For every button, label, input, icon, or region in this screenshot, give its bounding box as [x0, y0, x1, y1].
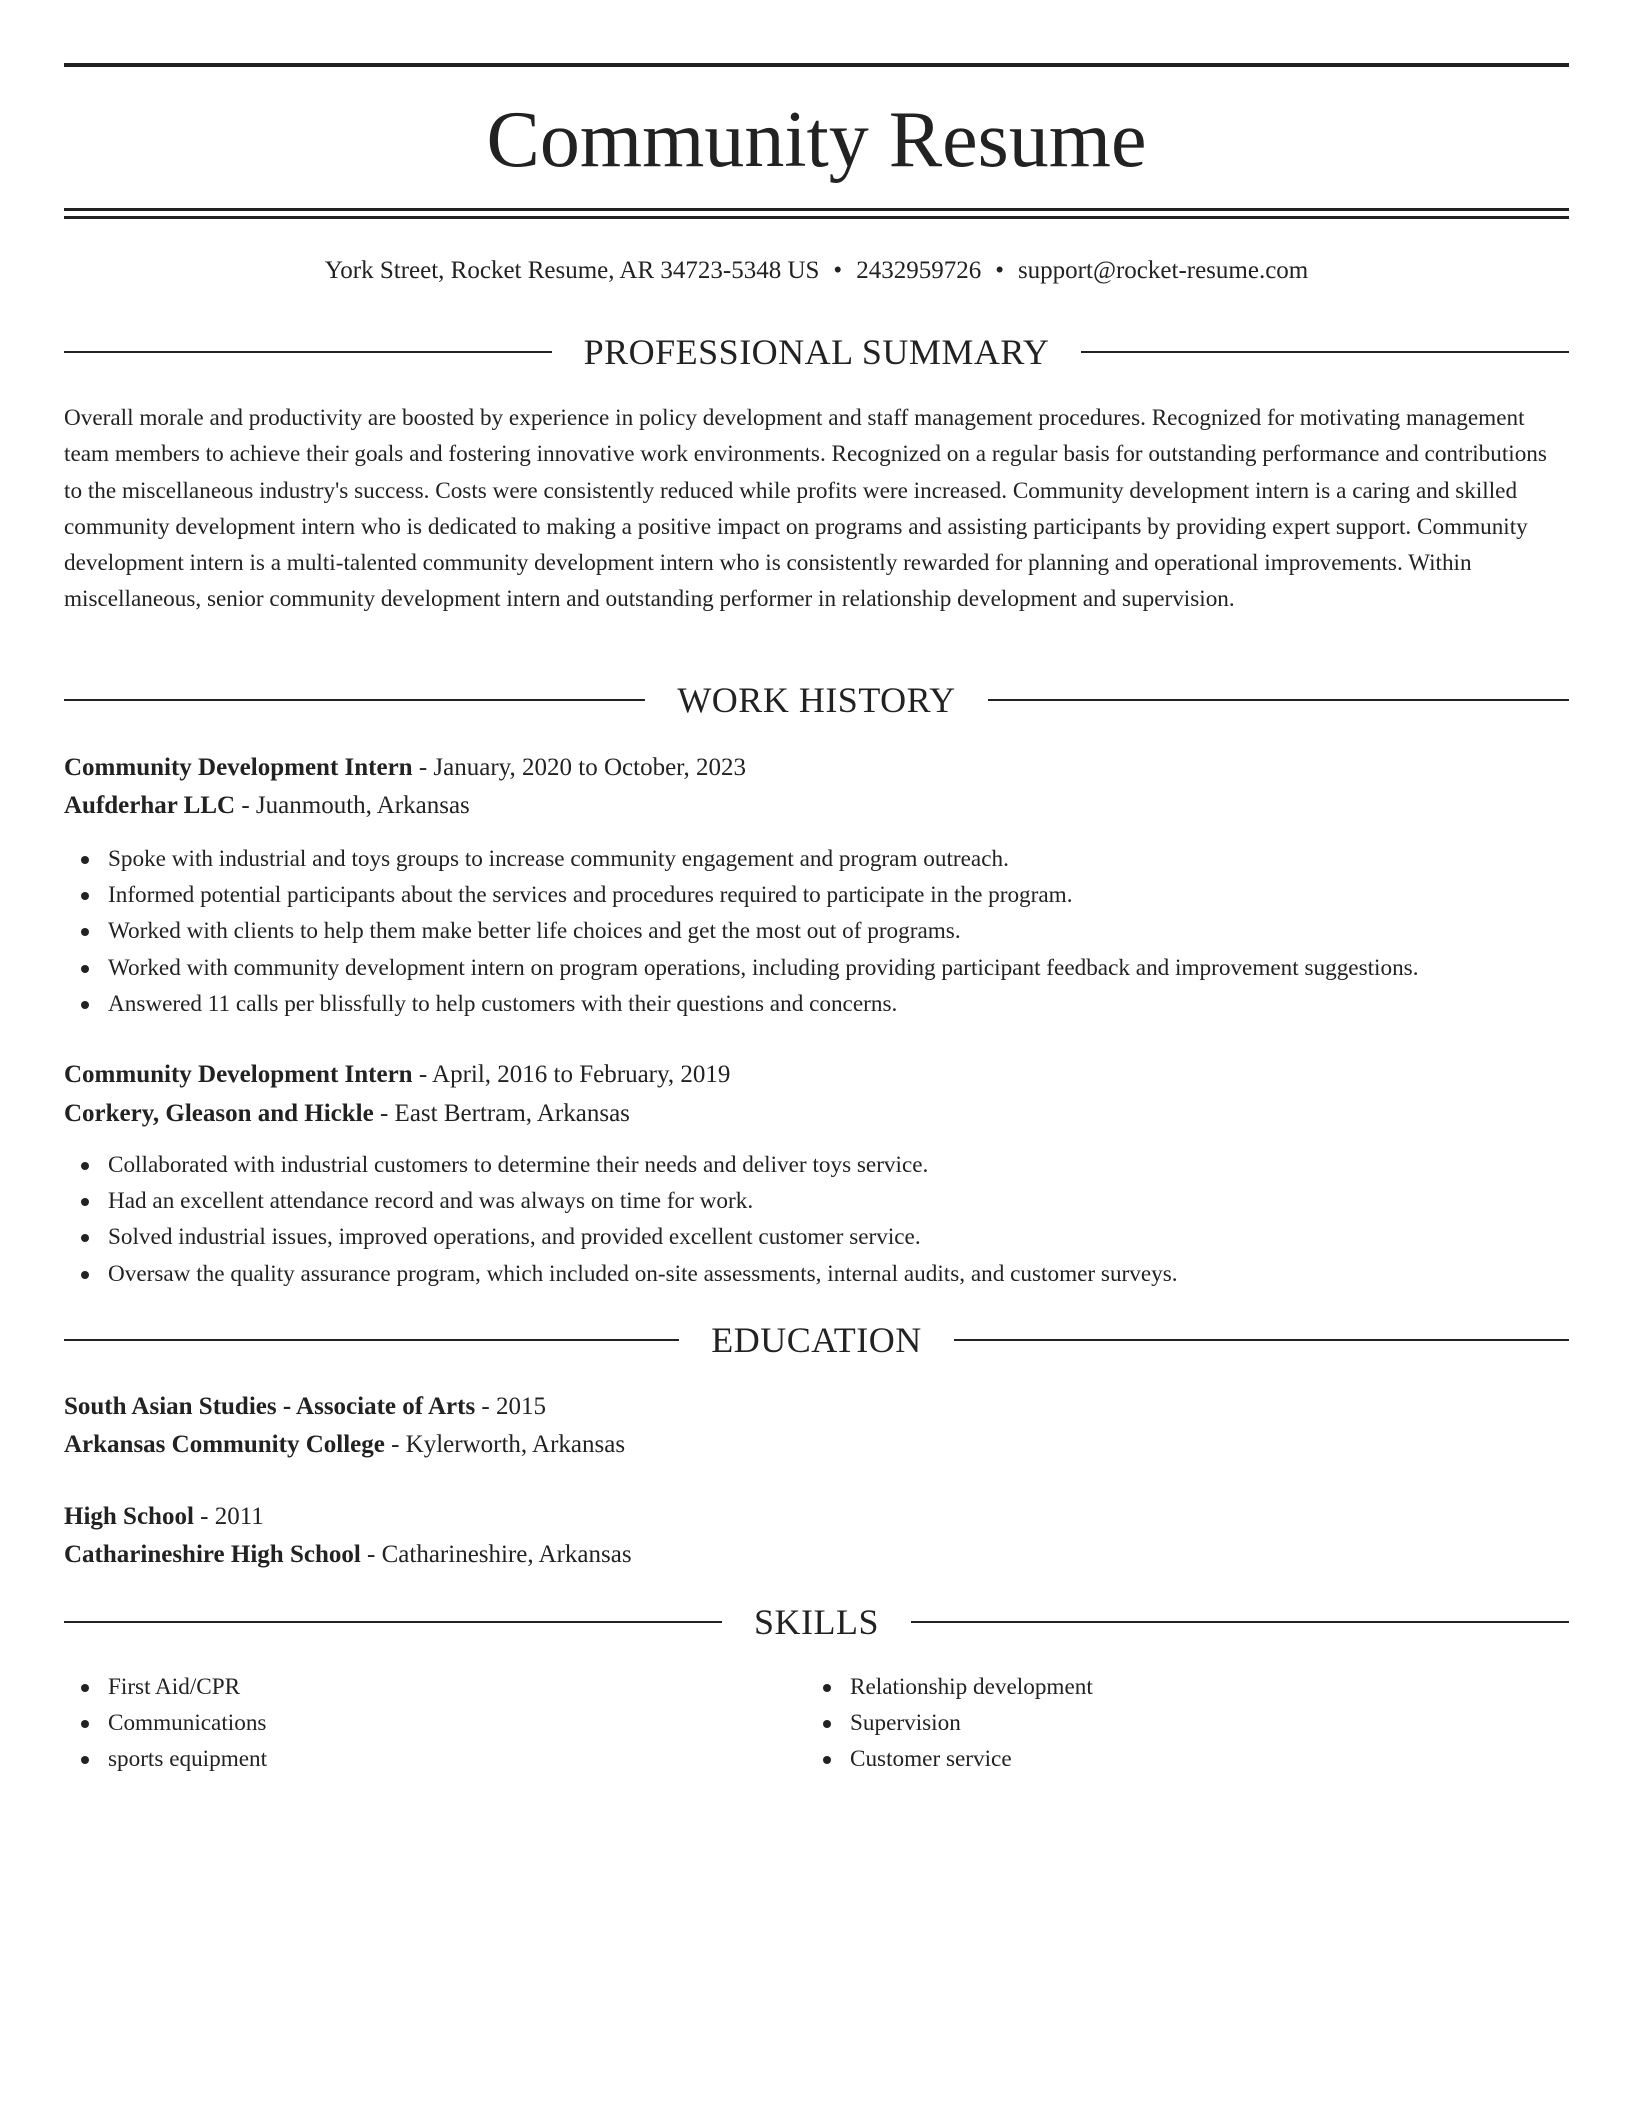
heading-rule-right — [988, 699, 1569, 701]
header-double-rule-upper — [64, 208, 1569, 211]
job-dates: - April, 2016 to February, 2019 — [412, 1061, 731, 1088]
skills-list-left — [64, 1669, 267, 1778]
job-bullet-list — [64, 1147, 1178, 1292]
resume-name: Community Resume — [486, 96, 1147, 184]
list-item: Informed potential participants about the services and procedures required to participate in the program. — [64, 877, 1419, 913]
job-company: Aufderhar LLC — [64, 792, 236, 819]
education-school: Arkansas Community College — [64, 1431, 385, 1458]
list-item: Had an excellent attendance record and was always on time for work. — [64, 1183, 1178, 1219]
skills-heading-title: SKILLS — [754, 1602, 880, 1642]
skills-list-right — [806, 1669, 1093, 1778]
job-title-line — [64, 1057, 1569, 1093]
education-degree: High School — [64, 1503, 194, 1530]
heading-rule-right — [911, 1621, 1569, 1623]
summary-heading-title: PROFESSIONAL SUMMARY — [583, 332, 1050, 372]
education-location: - Kylerworth, Arkansas — [384, 1431, 626, 1458]
header-double-rule-lower — [64, 216, 1569, 219]
heading-rule-left — [64, 699, 645, 701]
job-company-line — [64, 1096, 1569, 1132]
job-location: - East Bertram, Arkansas — [373, 1100, 630, 1127]
education-school: Catharineshire High School — [64, 1541, 361, 1568]
skill-item: sports equipment — [64, 1741, 267, 1777]
list-item: Answered 11 calls per blissfully to help customers with their questions and concerns. — [64, 986, 1419, 1022]
list-item: Worked with community development intern on program operations, including providing participant feedback and improvement suggestions. — [64, 950, 1419, 986]
skill-item: Customer service — [806, 1741, 1093, 1777]
work-history-heading-title: WORK HISTORY — [677, 680, 956, 720]
job-title: Community Development Intern — [64, 754, 413, 781]
heading-rule-left — [64, 1339, 679, 1341]
summary-text: Overall morale and productivity are boosted by experience in policy development and staff management procedures. Recognized for motivating management team members to achieve their goals and fostering innovative work environments. Recognized on a regular basis for outstanding performance and contributions to the miscellaneous industry's success. Costs were consistently reduced while profits were increased. Community development intern is a caring and skilled community development intern who is dedicated to making a positive impact on programs and assisting participants by providing expert support. Community development intern is a multi-talented community development intern who is consistently rewarded for planning and operational improvements. Within miscellaneous, senior community development intern and outstanding performer in relationship development and supervision. — [64, 405, 1547, 613]
list-item: Spoke with industrial and toys groups to increase community engagement and program outreach. — [64, 841, 1419, 877]
top-rule — [64, 63, 1569, 67]
heading-rule-left — [64, 1621, 722, 1623]
work-history-heading — [64, 678, 1569, 722]
contact-email: support@rocket-resume.com — [1017, 257, 1309, 284]
education-location: - Catharineshire, Arkansas — [360, 1541, 632, 1568]
contact-phone: 2432959726 — [856, 257, 982, 284]
contact-separator: • — [995, 257, 1004, 284]
list-item: Solved industrial issues, improved operations, and provided excellent customer service. — [64, 1219, 1178, 1255]
list-item: Worked with clients to help them make better life choices and get the most out of programs. — [64, 913, 1419, 949]
contact-line — [64, 254, 1569, 288]
heading-rule-left — [64, 351, 552, 353]
skill-item: Communications — [64, 1705, 267, 1741]
education-degree-line — [64, 1389, 1569, 1425]
job-company: Corkery, Gleason and Hickle — [64, 1100, 374, 1127]
skill-item: Supervision — [806, 1705, 1093, 1741]
skill-item: First Aid/CPR — [64, 1669, 267, 1705]
job-dates: - January, 2020 to October, 2023 — [412, 754, 747, 781]
skills-heading — [64, 1600, 1569, 1644]
education-school-line — [64, 1427, 1569, 1463]
job-bullet-list — [64, 841, 1419, 1022]
heading-rule-right — [954, 1339, 1569, 1341]
contact-separator: • — [833, 257, 843, 284]
job-location: - Juanmouth, Arkansas — [235, 792, 470, 819]
skill-item: Relationship development — [806, 1669, 1093, 1705]
list-item: Collaborated with industrial customers to determine their needs and deliver toys service. — [64, 1147, 1178, 1183]
job-company-line — [64, 788, 1569, 824]
education-heading-title: EDUCATION — [711, 1320, 922, 1360]
education-heading — [64, 1318, 1569, 1362]
education-year: - 2015 — [475, 1393, 546, 1420]
education-degree-line — [64, 1499, 1569, 1535]
list-item: Oversaw the quality assurance program, which included on-site assessments, internal audits, and customer surveys. — [64, 1256, 1178, 1292]
summary-heading — [64, 330, 1569, 374]
heading-rule-right — [1081, 351, 1569, 353]
education-degree: South Asian Studies - Associate of Arts — [64, 1393, 476, 1420]
job-title: Community Development Intern — [64, 1061, 413, 1088]
education-year: - 2011 — [193, 1503, 264, 1530]
contact-address: York Street, Rocket Resume, AR 34723-5348 US — [324, 257, 820, 284]
job-title-line — [64, 750, 1569, 786]
education-school-line — [64, 1537, 1569, 1573]
